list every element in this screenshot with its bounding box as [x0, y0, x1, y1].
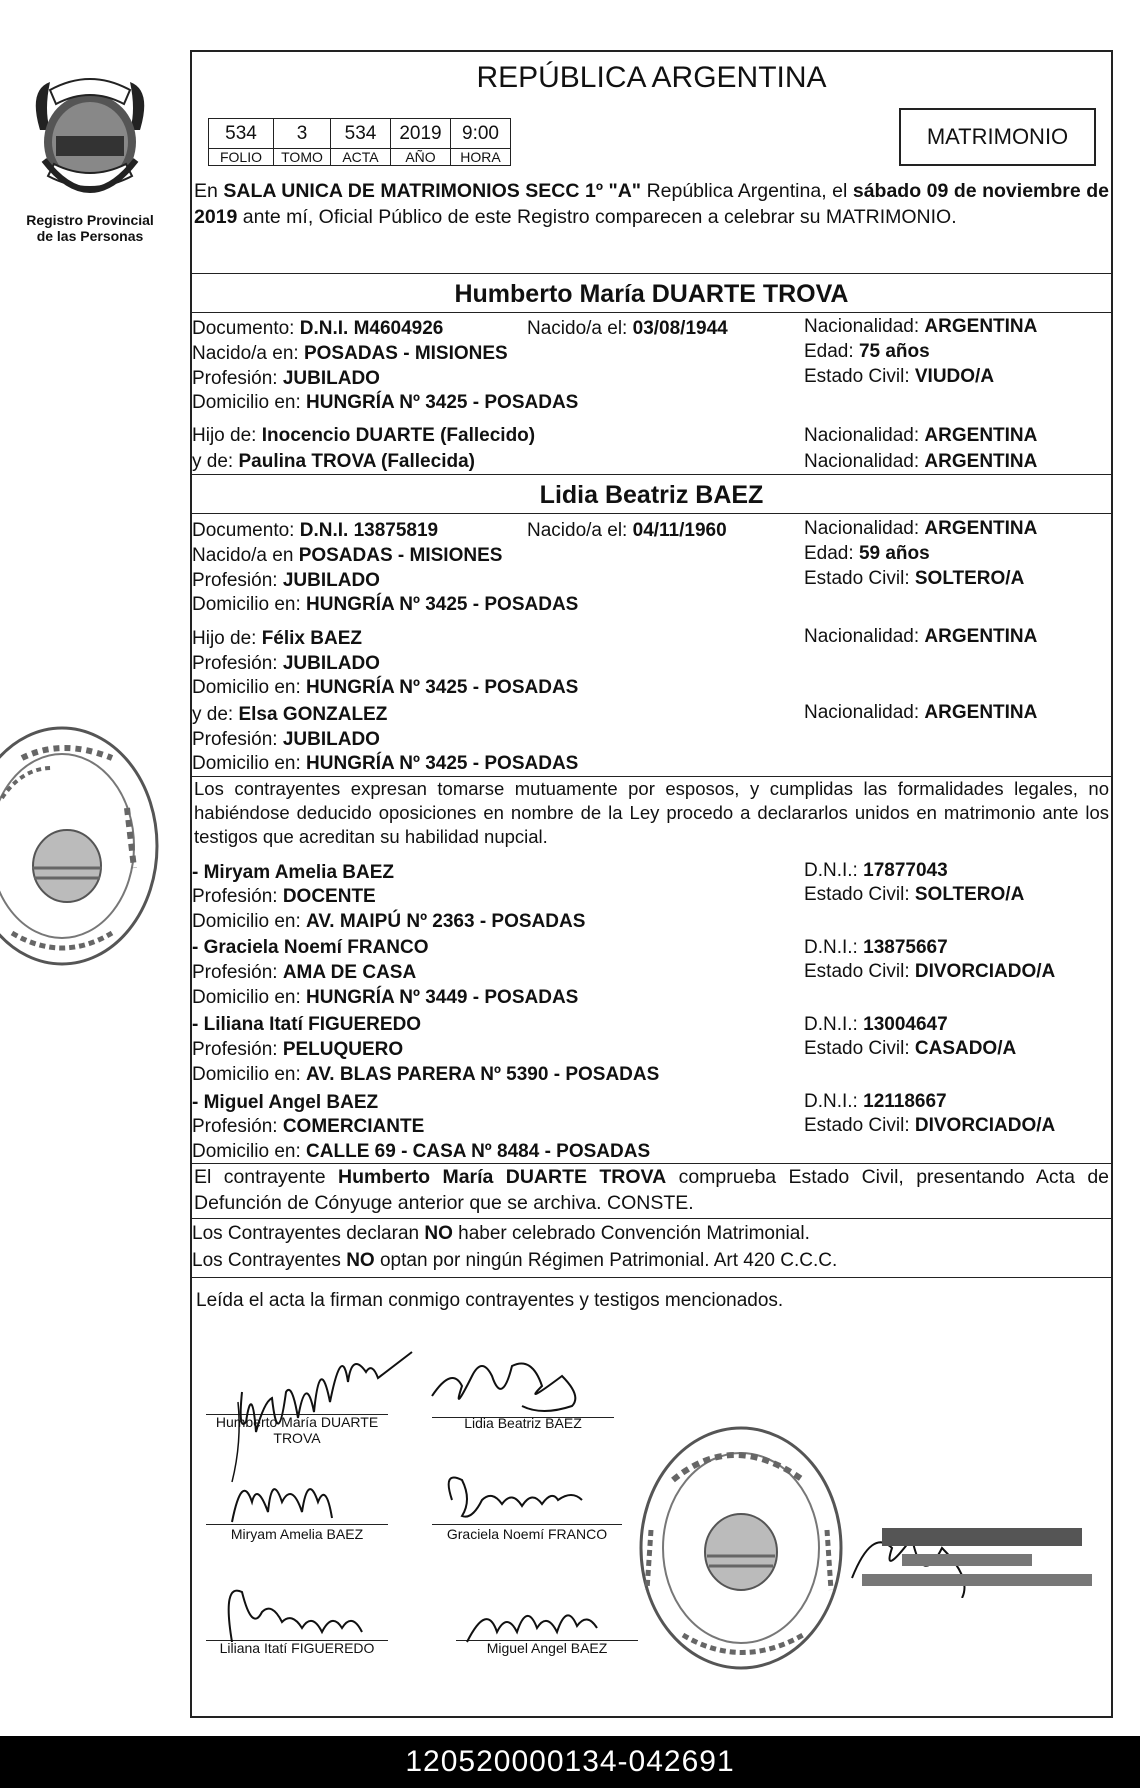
witness-3-address: Domicilio en: AV. BLAS PARERA Nº 5390 - POSADAS	[192, 1064, 660, 1085]
divider	[192, 1218, 1111, 1219]
folio-value: 534	[209, 119, 274, 149]
spouse1-nationality: Nacionalidad: ARGENTINA	[804, 316, 1038, 337]
witness-1-address: Domicilio en: AV. MAIPÚ Nº 2363 - POSADAS	[192, 911, 586, 932]
spouse1-document: Documento: D.N.I. M4604926	[192, 318, 444, 339]
signature-name-4: Graciela Noemí FRANCO	[446, 1526, 608, 1542]
act-type-box: MATRIMONIO	[899, 108, 1096, 166]
witness-1-dni: D.N.I.: 17877043	[804, 860, 948, 881]
office-name: SALA UNICA DE MATRIMONIOS SECC 1º "A"	[223, 180, 642, 202]
spouse2-mother-address: Domicilio en: HUNGRÍA Nº 3425 - POSADAS	[192, 753, 579, 774]
registry-table	[208, 118, 511, 166]
logo-caption: Registro Provincial de las Personas	[26, 212, 154, 244]
spouse1-name: Humberto María DUARTE TROVA	[454, 280, 849, 308]
witness-4-profession: Profesión: COMERCIANTE	[192, 1116, 425, 1137]
spouse2-address: Domicilio en: HUNGRÍA Nº 3425 - POSADAS	[192, 594, 579, 615]
spouse1-birthplace: Nacido/a en: POSADAS - MISIONES	[192, 343, 508, 364]
center-stamp-seal	[633, 1420, 848, 1675]
spouse2-birthplace: Nacido/a en POSADAS - MISIONES	[192, 545, 503, 566]
spouse2-father: Hijo de: Félix BAEZ	[192, 628, 363, 649]
ceremony-date: sábado 09 de noviembre de 2019	[194, 180, 1109, 228]
year-label: AÑO	[391, 149, 451, 166]
tomo-label: TOMO	[274, 149, 331, 166]
witness-4-name: - Miguel Angel BAEZ	[192, 1092, 379, 1113]
acta-label: ACTA	[331, 149, 391, 166]
witness-2-dni: D.N.I.: 13875667	[804, 937, 948, 958]
signature-scribble-4	[432, 1460, 612, 1530]
witness-1-name: - Miryam Amelia BAEZ	[192, 862, 395, 883]
witness-4-dni: D.N.I.: 12118667	[804, 1091, 947, 1112]
spouse2-profession: Profesión: JUBILADO	[192, 570, 380, 591]
spouse1-birth-date: Nacido/a el: 03/08/1944	[527, 318, 728, 339]
province-crest-logo	[20, 70, 160, 210]
regime-statement: Los Contrayentes NO optan por ningún Régimen Patrimonial. Art 420 C.C.C.	[192, 1250, 838, 1271]
official-signature-stamp	[842, 1518, 1102, 1598]
spouse1-mother: y de: Paulina TROVA (Fallecida)	[192, 451, 475, 472]
tomo-value: 3	[274, 119, 331, 149]
year-value: 2019	[391, 119, 451, 149]
signature-name-3: Miryam Amelia BAEZ	[230, 1526, 364, 1542]
witness-4-civil-status: Estado Civil: DIVORCIADO/A	[804, 1115, 1056, 1136]
document-code-bar: 120520000134-042691	[0, 1736, 1140, 1788]
divider	[192, 312, 1111, 313]
witness-4-address: Domicilio en: CALLE 69 - CASA Nº 8484 - POSADAS	[192, 1141, 651, 1162]
divider	[192, 474, 1111, 475]
spouse2-document: Documento: D.N.I. 13875819	[192, 520, 439, 541]
witness-1-civil-status: Estado Civil: SOLTERO/A	[804, 884, 1025, 905]
intro-text: En	[194, 180, 224, 202]
signature-scribble-2	[422, 1346, 602, 1426]
signature-name-6: Miguel Angel BAEZ	[486, 1640, 608, 1656]
witness-2-civil-status: Estado Civil: DIVORCIADO/A	[804, 961, 1056, 982]
hour-value: 9:00	[451, 119, 511, 149]
spouse2-name: Lidia Beatriz BAEZ	[539, 481, 764, 509]
witness-2-profession: Profesión: AMA DE CASA	[192, 962, 417, 983]
spouse2-mother: y de: Elsa GONZALEZ	[192, 704, 388, 725]
witness-2-address: Domicilio en: HUNGRÍA Nº 3449 - POSADAS	[192, 987, 579, 1008]
country-title: REPÚBLICA ARGENTINA	[476, 61, 827, 94]
signature-scribble-5	[202, 1572, 392, 1652]
spouse1-age: Edad: 75 años	[804, 341, 930, 362]
spouse2-father-profession: Profesión: JUBILADO	[192, 653, 380, 674]
witness-3-name: - Liliana Itatí FIGUEREDO	[192, 1014, 422, 1035]
spouse1-civil-status: Estado Civil: VIUDO/A	[804, 366, 995, 387]
folio-label: FOLIO	[209, 149, 274, 166]
left-stamp-seal	[0, 718, 162, 988]
divider	[192, 513, 1111, 514]
spouse2-father-nationality: Nacionalidad: ARGENTINA	[804, 626, 1038, 647]
signature-name-5: Liliana Itatí FIGUEREDO	[219, 1640, 375, 1656]
civil-status-note: El contrayente Humberto María DUARTE TROVA comprueba Estado Civil, presentando Acta de Defunción de Cónyuge anterior que se archiva. CONSTE.	[194, 1166, 1110, 1214]
witness-1-profession: Profesión: DOCENTE	[192, 886, 376, 907]
spouse2-nationality: Nacionalidad: ARGENTINA	[804, 518, 1038, 539]
spouse2-birth-date: Nacido/a el: 04/11/1960	[527, 520, 727, 541]
signature-scribble-3	[212, 1452, 372, 1532]
intro-text: ante mí, Oficial Público de este Registro comparecen a celebrar su MATRIMONIO.	[237, 206, 957, 228]
signature-scribble-6	[457, 1582, 637, 1652]
spouse1-address: Domicilio en: HUNGRÍA Nº 3425 - POSADAS	[192, 392, 579, 413]
intro-paragraph	[192, 178, 1111, 230]
convention-statement: Los Contrayentes declaran NO haber celebrado Convención Matrimonial.	[192, 1223, 810, 1244]
witness-2-name: - Graciela Noemí FRANCO	[192, 937, 429, 958]
witness-3-dni: D.N.I.: 13004647	[804, 1014, 948, 1035]
signature-name-1: Humberto María DUARTE TROVA	[215, 1414, 379, 1446]
spouse1-father-nationality: Nacionalidad: ARGENTINA	[804, 425, 1038, 446]
divider	[192, 273, 1111, 274]
witness-3-civil-status: Estado Civil: CASADO/A	[804, 1038, 1017, 1059]
spouse2-father-address: Domicilio en: HUNGRÍA Nº 3425 - POSADAS	[192, 677, 579, 698]
closing-statement: Leída el acta la firman conmigo contrayentes y testigos mencionados.	[196, 1290, 784, 1311]
divider	[192, 1277, 1111, 1278]
intro-text: República Argentina, el	[641, 180, 853, 202]
acta-value: 534	[331, 119, 391, 149]
spouse2-mother-nationality: Nacionalidad: ARGENTINA	[804, 702, 1038, 723]
spouse2-age: Edad: 59 años	[804, 543, 930, 564]
signature-name-2: Lidia Beatriz BAEZ	[464, 1415, 582, 1431]
witness-3-profession: Profesión: PELUQUERO	[192, 1039, 404, 1060]
spouse2-civil-status: Estado Civil: SOLTERO/A	[804, 568, 1025, 589]
hour-label: HORA	[451, 149, 511, 166]
spouse1-profession: Profesión: JUBILADO	[192, 368, 380, 389]
spouse2-mother-profession: Profesión: JUBILADO	[192, 729, 380, 750]
spouse1-father: Hijo de: Inocencio DUARTE (Fallecido)	[192, 425, 536, 446]
declaration-paragraph: Los contrayentes expresan tomarse mutuamente por esposos, y cumplidas las formalidades legales, no habiéndose deducido oposiciones en nombre de la Ley procedo a declararlos unidos en matrimonio ante los testigos que acreditan su habilidad nupcial.	[194, 778, 1109, 847]
spouse1-mother-nationality: Nacionalidad: ARGENTINA	[804, 451, 1038, 472]
